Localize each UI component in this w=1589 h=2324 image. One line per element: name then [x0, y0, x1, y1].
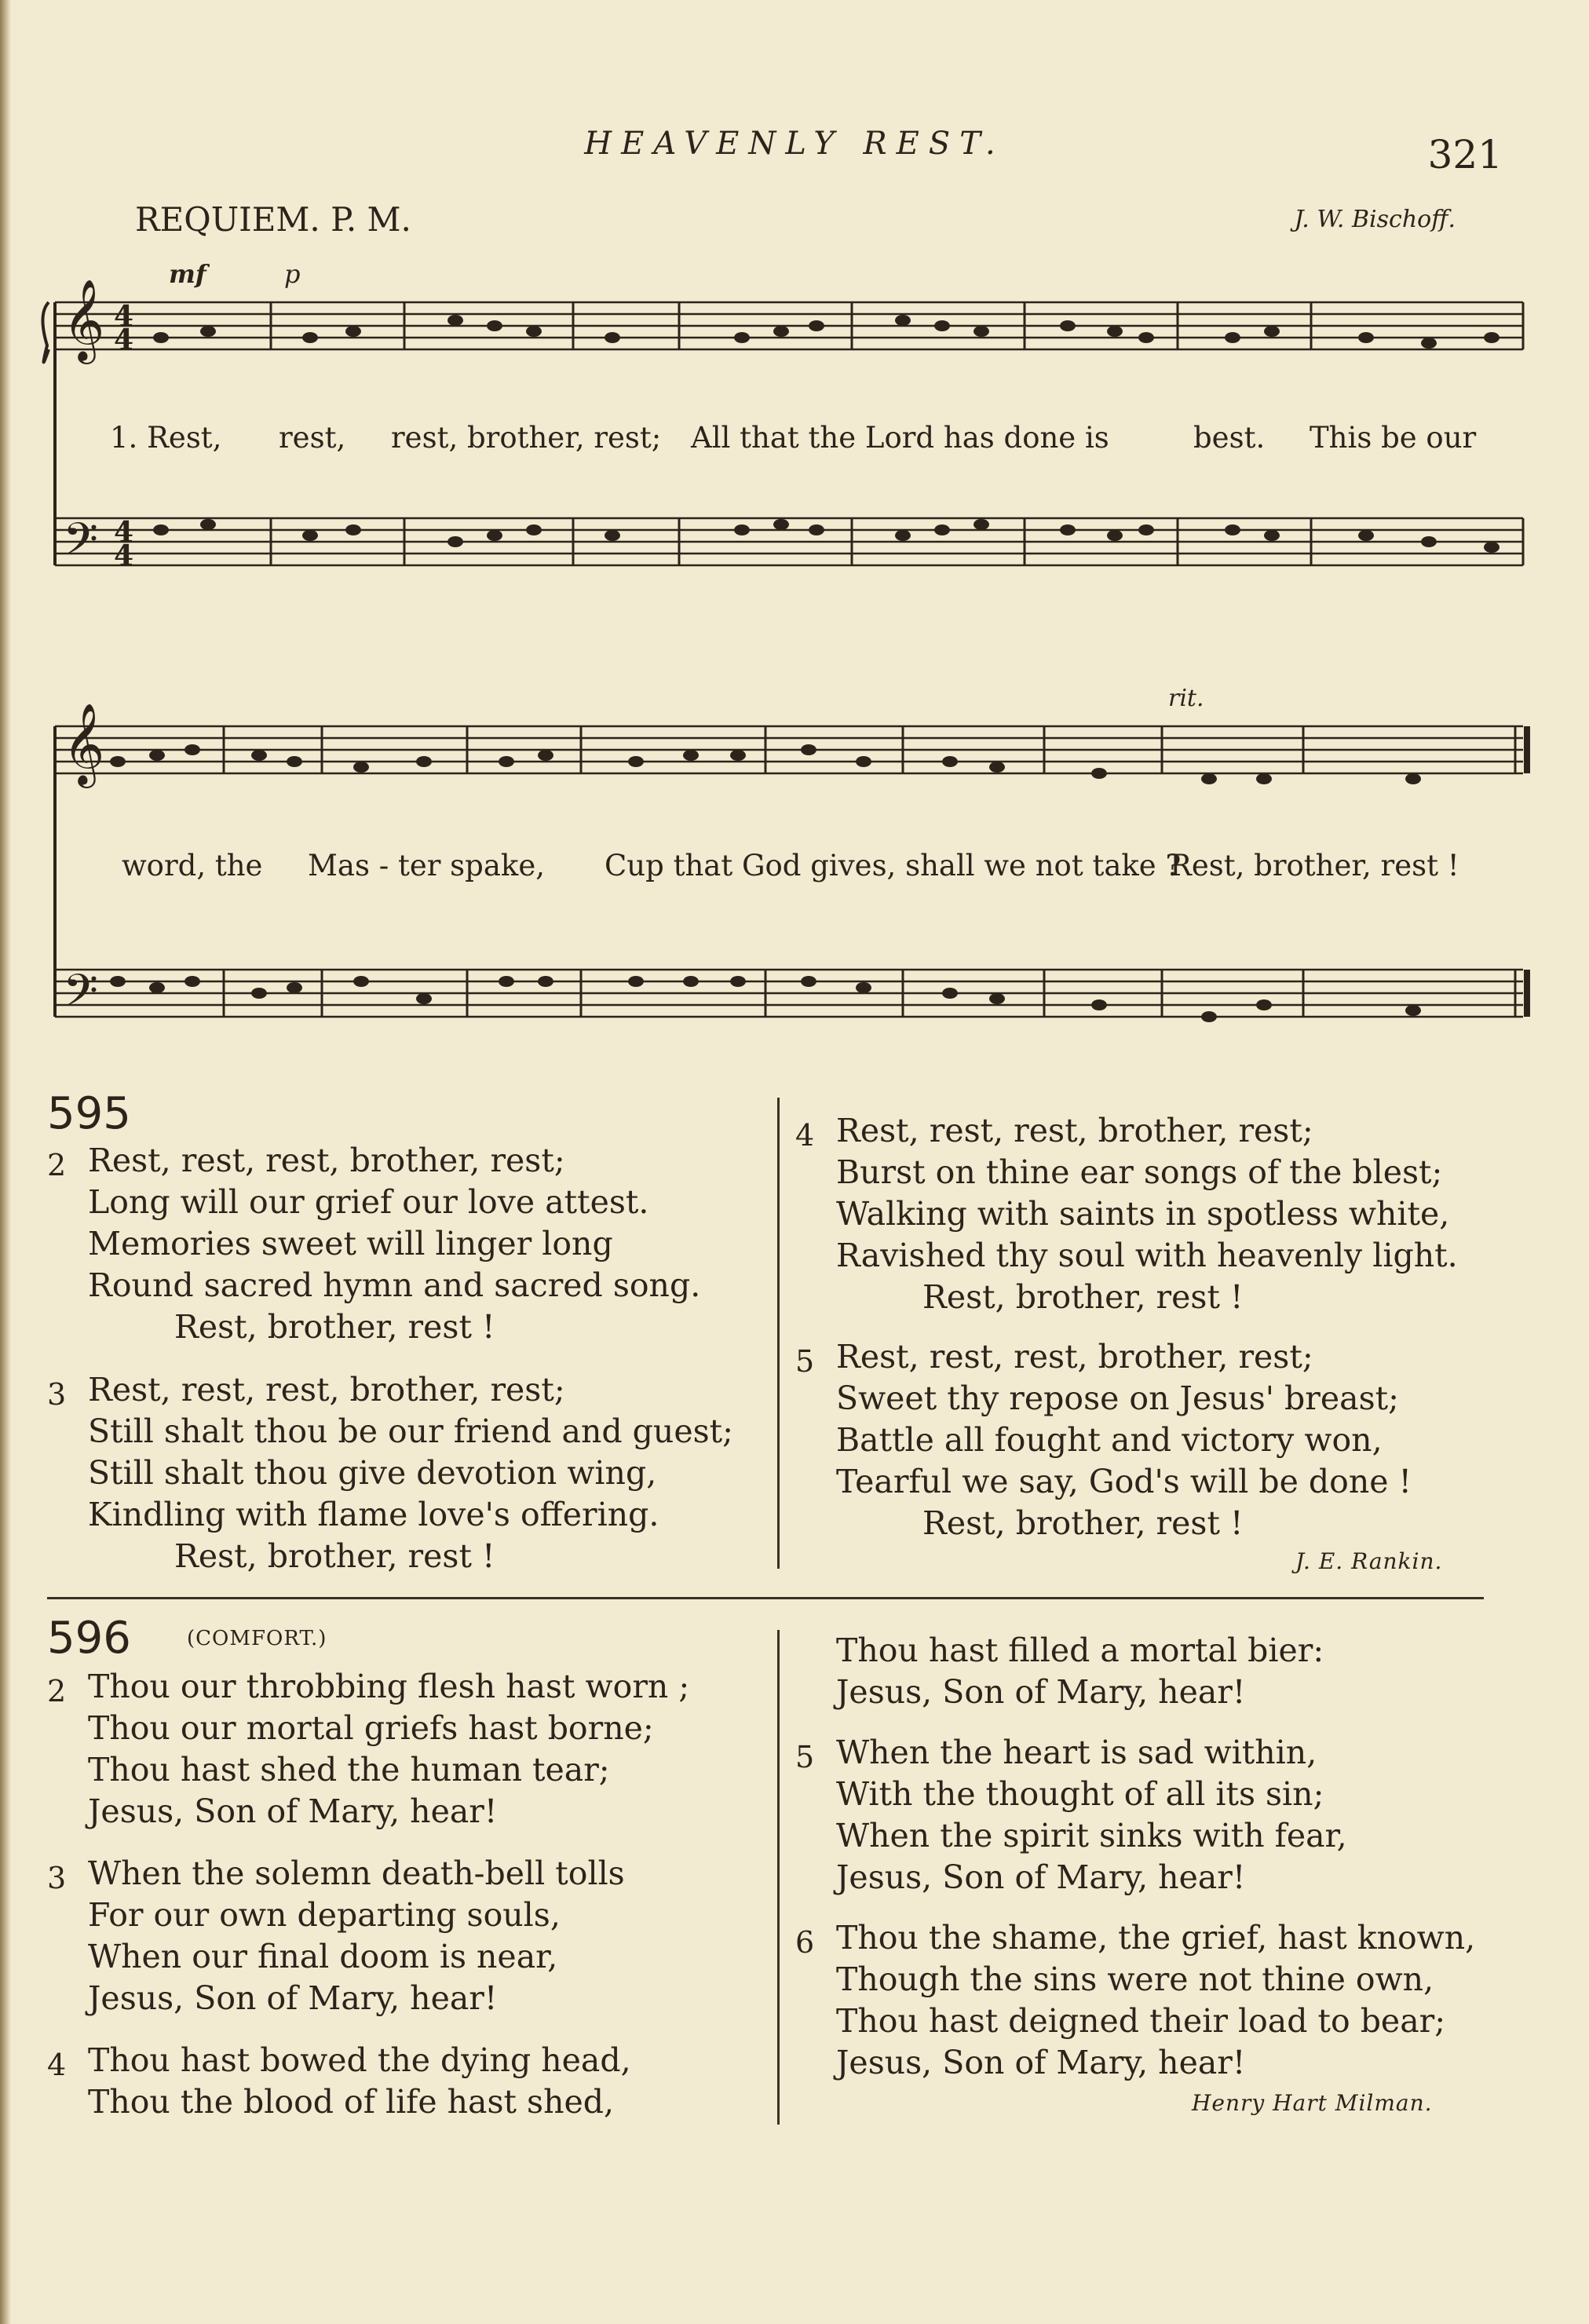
verse-number: 3	[47, 1377, 67, 1412]
running-head: HEAVENLY REST.	[584, 126, 1005, 162]
verse-line: Thou hast deigned their load to bear;	[836, 2002, 1446, 2040]
verse-line: Walking with saints in spotless white,	[836, 1195, 1450, 1233]
verse-refrain: Rest, brother, rest !	[922, 1504, 1244, 1542]
verse-number: 2	[47, 1148, 67, 1182]
verse-line: Thou our throbbing flesh hast worn ;	[88, 1668, 690, 1705]
treble-staff-1	[55, 302, 1523, 349]
verse-line: With the thought of all its sin;	[836, 1775, 1324, 1813]
verse-line: Ravished thy soul with heavenly light.	[836, 1237, 1458, 1274]
svg-text:4: 4	[114, 516, 134, 549]
verse-line: When the spirit sinks with fear,	[836, 1817, 1347, 1854]
verse-line: Long will our grief our love attest.	[88, 1183, 649, 1221]
verse-line: Jesus, Son of Mary, hear!	[88, 1792, 498, 1830]
verse-number: 4	[47, 2048, 67, 2082]
tune-name: REQUIEM. P. M.	[135, 200, 411, 239]
verse-line: Memories sweet will linger long	[88, 1225, 613, 1262]
lyric-best: best.	[1193, 421, 1266, 455]
page-binding-edge	[0, 0, 11, 2324]
verse-line: Jesus, Son of Mary, hear!	[836, 1673, 1246, 1711]
hymn596-verse-5	[795, 1732, 1347, 1898]
verse-line: Round sacred hymn and sacred song.	[88, 1266, 701, 1304]
verse-line: Rest, rest, rest, brother, rest;	[836, 1112, 1313, 1149]
verse-number: 4	[795, 1118, 815, 1153]
page-number: 321	[1427, 132, 1503, 177]
verse-refrain: Rest, brother, rest !	[174, 1537, 495, 1575]
section-divider	[47, 1597, 1484, 1599]
column-divider-595	[777, 1098, 780, 1569]
composer-credit: J. W. Bischoff.	[1294, 206, 1456, 233]
verse-refrain: Rest, brother, rest !	[174, 1308, 495, 1346]
verse-line: Thou the blood of life hast shed,	[88, 2083, 615, 2121]
hymn596-verse-3	[47, 1853, 625, 2019]
hymn595-verse-3	[47, 1369, 733, 1577]
verse-line: Though the sins were not thine own,	[836, 1960, 1434, 1998]
lyric-word-the: word, the	[122, 849, 263, 882]
verse-line: Sweet thy repose on Jesus' breast;	[836, 1379, 1399, 1417]
verse-line: Burst on thine ear songs of the blest;	[836, 1153, 1443, 1191]
verse-line: Jesus, Son of Mary, hear!	[836, 1858, 1246, 1896]
verse-number: 6	[795, 1925, 815, 1960]
hymn596-verse-2	[47, 1666, 690, 1833]
verse-line: Rest, rest, rest, brother, rest;	[836, 1338, 1313, 1376]
verse-line: Tearful we say, God's will be done !	[836, 1463, 1412, 1500]
hymn595-verse-4	[795, 1110, 1458, 1318]
verse-line: Battle all fought and victory won,	[836, 1421, 1383, 1459]
lyric-rest-brother-end: Rest, brother, rest !	[1170, 849, 1459, 882]
bass-clef-icon: 𝄢	[63, 513, 99, 577]
dynamic-mf: mf	[169, 259, 206, 289]
verse-line: Still shalt thou give devotion wing,	[88, 1454, 657, 1492]
lyric-master-spake: Mas - ter spake,	[308, 849, 545, 882]
verse-line: Rest, rest, rest, brother, rest;	[88, 1371, 565, 1409]
verse-line: Thou hast shed the human tear;	[88, 1751, 610, 1789]
column-divider-596	[777, 1630, 780, 2125]
hymn596-verse-6	[795, 1917, 1476, 2084]
hymn596-verse-4-cont	[836, 1630, 1324, 1713]
verse-number: 5	[795, 1740, 815, 1774]
music-system-2	[31, 683, 1562, 1091]
verse-line: When the heart is sad within,	[836, 1734, 1317, 1771]
verse-line: Thou the shame, the grief, hast known,	[836, 1919, 1476, 1957]
dynamic-p: p	[284, 259, 301, 289]
lyric-this-be-our: This be our	[1310, 421, 1477, 455]
time-sig-top-1: 4	[114, 300, 134, 333]
lyric-rest-brother: rest, brother, rest;	[391, 421, 662, 455]
verse-line: Thou hast bowed the dying head,	[88, 2041, 631, 2079]
verse-line: Thou our mortal griefs hast borne;	[88, 1709, 654, 1747]
treble-clef-icon: 𝄞	[63, 703, 105, 785]
lyric-rest-2: rest,	[279, 421, 346, 455]
lyric-rest-1: 1. Rest,	[110, 421, 222, 455]
verse-line: Thou hast filled a mortal bier:	[836, 1632, 1324, 1669]
verse-line: When the solemn death-bell tolls	[88, 1854, 625, 1892]
author-rankin: J. E. Rankin.	[1295, 1548, 1443, 1574]
time-sig-bottom-1: 4	[114, 323, 134, 356]
verse-line: Kindling with flame love's offering.	[88, 1496, 659, 1533]
verse-line: Rest, rest, rest, brother, rest;	[88, 1142, 565, 1179]
svg-text:4: 4	[114, 539, 134, 572]
verse-line: Jesus, Son of Mary, hear!	[88, 1979, 498, 2017]
verse-number: 3	[47, 1861, 67, 1895]
hymn596-verse-4	[47, 2040, 631, 2123]
bass-clef-icon: 𝄢	[63, 964, 99, 1029]
hymn-number-596: 596	[47, 1613, 131, 1664]
verse-line: Jesus, Son of Mary, hear!	[836, 2044, 1246, 2081]
author-milman: Henry Hart Milman.	[1192, 2090, 1433, 2116]
verse-line: When our final doom is near,	[88, 1938, 558, 1975]
verse-line: Still shalt thou be our friend and guest;	[88, 1412, 733, 1450]
tune-comfort: (COMFORT.)	[187, 1627, 327, 1650]
music-system-1	[31, 259, 1562, 667]
lyric-all-that: All that the Lord has done is	[691, 421, 1109, 455]
treble-clef-icon: 𝄞	[63, 279, 105, 361]
verse-number: 2	[47, 1674, 67, 1708]
verse-number: 5	[795, 1344, 815, 1379]
hymn595-verse-2	[47, 1140, 701, 1348]
verse-line: For our own departing souls,	[88, 1896, 561, 1934]
verse-refrain: Rest, brother, rest !	[922, 1278, 1244, 1316]
hymn-number-595: 595	[47, 1088, 131, 1139]
bass-staff-1	[55, 518, 1523, 565]
hymn595-verse-5	[795, 1336, 1412, 1544]
lyric-cup-that: Cup that God gives, shall we not take ?	[605, 849, 1182, 882]
dynamic-rit: rit.	[1168, 685, 1204, 712]
